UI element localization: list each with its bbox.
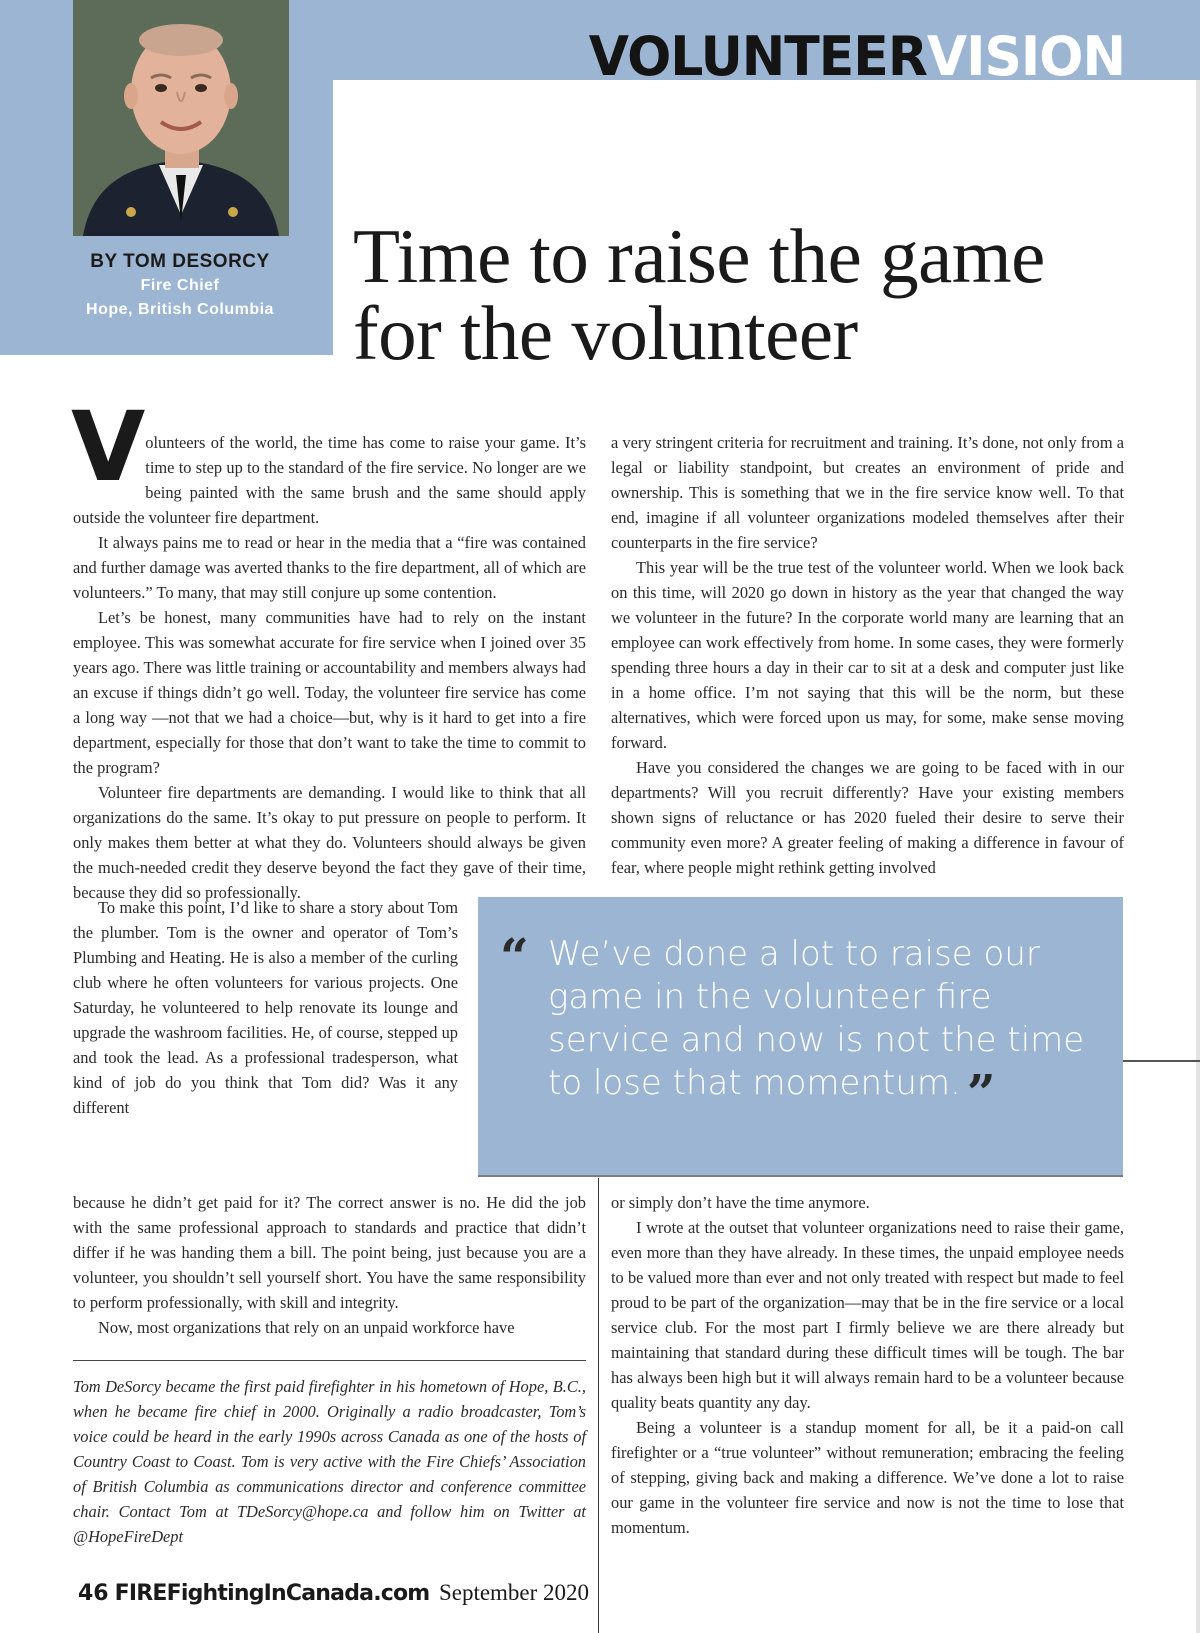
paragraph: because he didn’t get paid for it? The correct answer is no. He did the job with the same professional approach to standards and practice that didn’t differ if he was handing them a bill. The point being, just because you are a volunteer, you shouldn’t sell yourself short. You have the same responsibility to perform professionally, with skill and integrity.	[73, 1193, 586, 1312]
column-1-bottom	[73, 1190, 586, 1340]
author-portrait-icon	[73, 0, 289, 236]
headline-line-2: for the volunteer	[353, 290, 858, 376]
page-number: 46	[78, 1581, 109, 1606]
page-footer	[78, 1579, 589, 1608]
paragraph: To make this point, I’d like to share a story about Tom the plumber. Tom is the owner and operator of Tom’s Plumbing and Heating. He is also a member of the curling club where he often volunteers for various projects. One Saturday, he volunteered to help renovate its lounge and upgrade the washroom facilities. He, of course, stepped up and took the lead. As a professional tradesperson, what kind of job do you think that Tom did? Was it any different	[73, 898, 458, 1117]
close-quote-icon: ”	[966, 1063, 996, 1122]
column-divider	[598, 1178, 599, 1633]
portrait-illustration	[73, 0, 289, 236]
section-title	[589, 24, 1125, 89]
paragraph: Being a volunteer is a standup moment for all, be it a paid-on call firefighter or a “true volunteer” without remuneration; embracing the feeling of stepping, giving back and making a difference. We’ve done a lot to raise our game in the volunteer fire service and now is not the time to lose that momentum.	[611, 1418, 1124, 1537]
paragraph	[71, 391, 586, 530]
paragraph: Now, most organizations that rely on an unpaid workforce have	[98, 1318, 515, 1337]
paragraph: Let’s be honest, many communities have had to rely on the instant employee. This was somewhat accurate for fire service when I joined over 35 years ago. There was little training or accountability and members always had an excuse if things didn’t go well. Today, the volunteer fire service has come a long way —not that we had a choice—but, why is it hard to get into a fire department, especially for those that don’t want to take the time to commit to the program?	[73, 608, 586, 777]
column-1-top	[71, 391, 586, 905]
section-title-dark: VOLUNTEER	[588, 25, 927, 89]
pull-quote-body	[500, 927, 1108, 1122]
paragraph: Have you considered the changes we are going to be faced with in our departments? Will you recruit differently? Have your existing members shown signs of reluctance or has 2020 fueled their desire to serve their community even more? A greater feeling of making a difference in favour of fear, where people might rethink getting involved	[611, 758, 1124, 877]
headline-line-1: Time to raise the game	[353, 213, 1045, 299]
paragraph: or simply don’t have the time anymore.	[611, 1193, 870, 1212]
paragraph: Volunteer fire departments are demanding. I would like to think that all organizations do the same. It’s okay to put pressure on people to perform. It only makes them better at what they do. Volunteers should always be given the much-needed credit they deserve beyond the fact they gave of their time, because they did so professionally.	[73, 783, 586, 902]
column-2-bottom	[611, 1190, 1124, 1540]
paragraph: I wrote at the outset that volunteer organizations need to raise their game, even more than they have already. In these times, the unpaid employee needs to be valued more than ever and not only treated with respect but made to feel proud to be part of the organization—may that be in the fire service or a local service club. For the most part I firmly believe we are there already but maintaining that standard during these difficult times will be tough. The bar has always been high but it will always remain hard to be a volunteer because quality beats quantity any day.	[611, 1218, 1124, 1412]
side-rule	[1123, 1060, 1200, 1062]
paragraph: a very stringent criteria for recruitment and training. It’s done, not only from a legal or liability standpoint, but creates an environment of pride and ownership. This is something that we in the fire service know well. To that end, imagine if all volunteer organizations modeled themselves after their counterparts in the fire service?	[611, 433, 1124, 552]
column-2-top	[611, 430, 1124, 880]
section-title-light: VISION	[926, 25, 1125, 89]
paragraph: It always pains me to read or hear in the media that a “fire was contained and further damage was averted thanks to the fire department, all of which are volunteers.” To many, that may still conjure up some contention.	[73, 533, 586, 602]
bio-divider	[73, 1360, 586, 1361]
open-quote-icon: “	[500, 927, 529, 986]
author-byline	[60, 250, 300, 322]
author-location: Hope, British Columbia	[86, 301, 274, 318]
footer-site: FIREFightingInCanada.com	[114, 1581, 430, 1606]
pull-quote	[478, 897, 1123, 1177]
author-bio: Tom DeSorcy became the first paid firefighter in his hometown of Hope, B.C., when he became fire chief in 2000. Originally a radio broadcaster, Tom’s voice could be heard in the early 1990s across Canada as one of the hosts of Country Coast to Coast. Tom is very active with the Fire Chiefs’ Association of British Columbia as communications director and conference committee chair. Contact Tom at TDeSorcy@hope.ca and follow him on Twitter at @HopeFireDept	[73, 1377, 586, 1546]
page-edge	[1196, 80, 1200, 1633]
drop-cap: V	[71, 391, 142, 503]
paragraph-text: olunteers of the world, the time has come to raise your game. It’s time to step up to the standard of the fire service. No longer are we being painted with the same brush and the same should apply outside the volunteer fire department.	[73, 433, 586, 527]
paragraph: This year will be the true test of the volunteer world. When we look back on this time, will 2020 go down in history as the year that changed the way we volunteer in the future? In the corporate world many are learning that an employee can work effectively from home. In some cases, they were formerly spending three hours a day in their car to sit at a desk and computer just like in a home office. I’m not saying that this will be the norm, but these alternatives, which were forced upon us may, for some, make sense moving forward.	[611, 558, 1124, 752]
column-1-middle	[73, 895, 458, 1120]
footer-date: September 2020	[438, 1580, 590, 1605]
author-name: BY TOM DESORCY	[90, 251, 270, 272]
pull-quote-text: We’ve done a lot to raise our game in the volunteer fire service and now is not the time to lose that momentum.	[548, 934, 1085, 1103]
author-role: Fire Chief	[140, 277, 220, 294]
article-headline	[353, 213, 1173, 376]
